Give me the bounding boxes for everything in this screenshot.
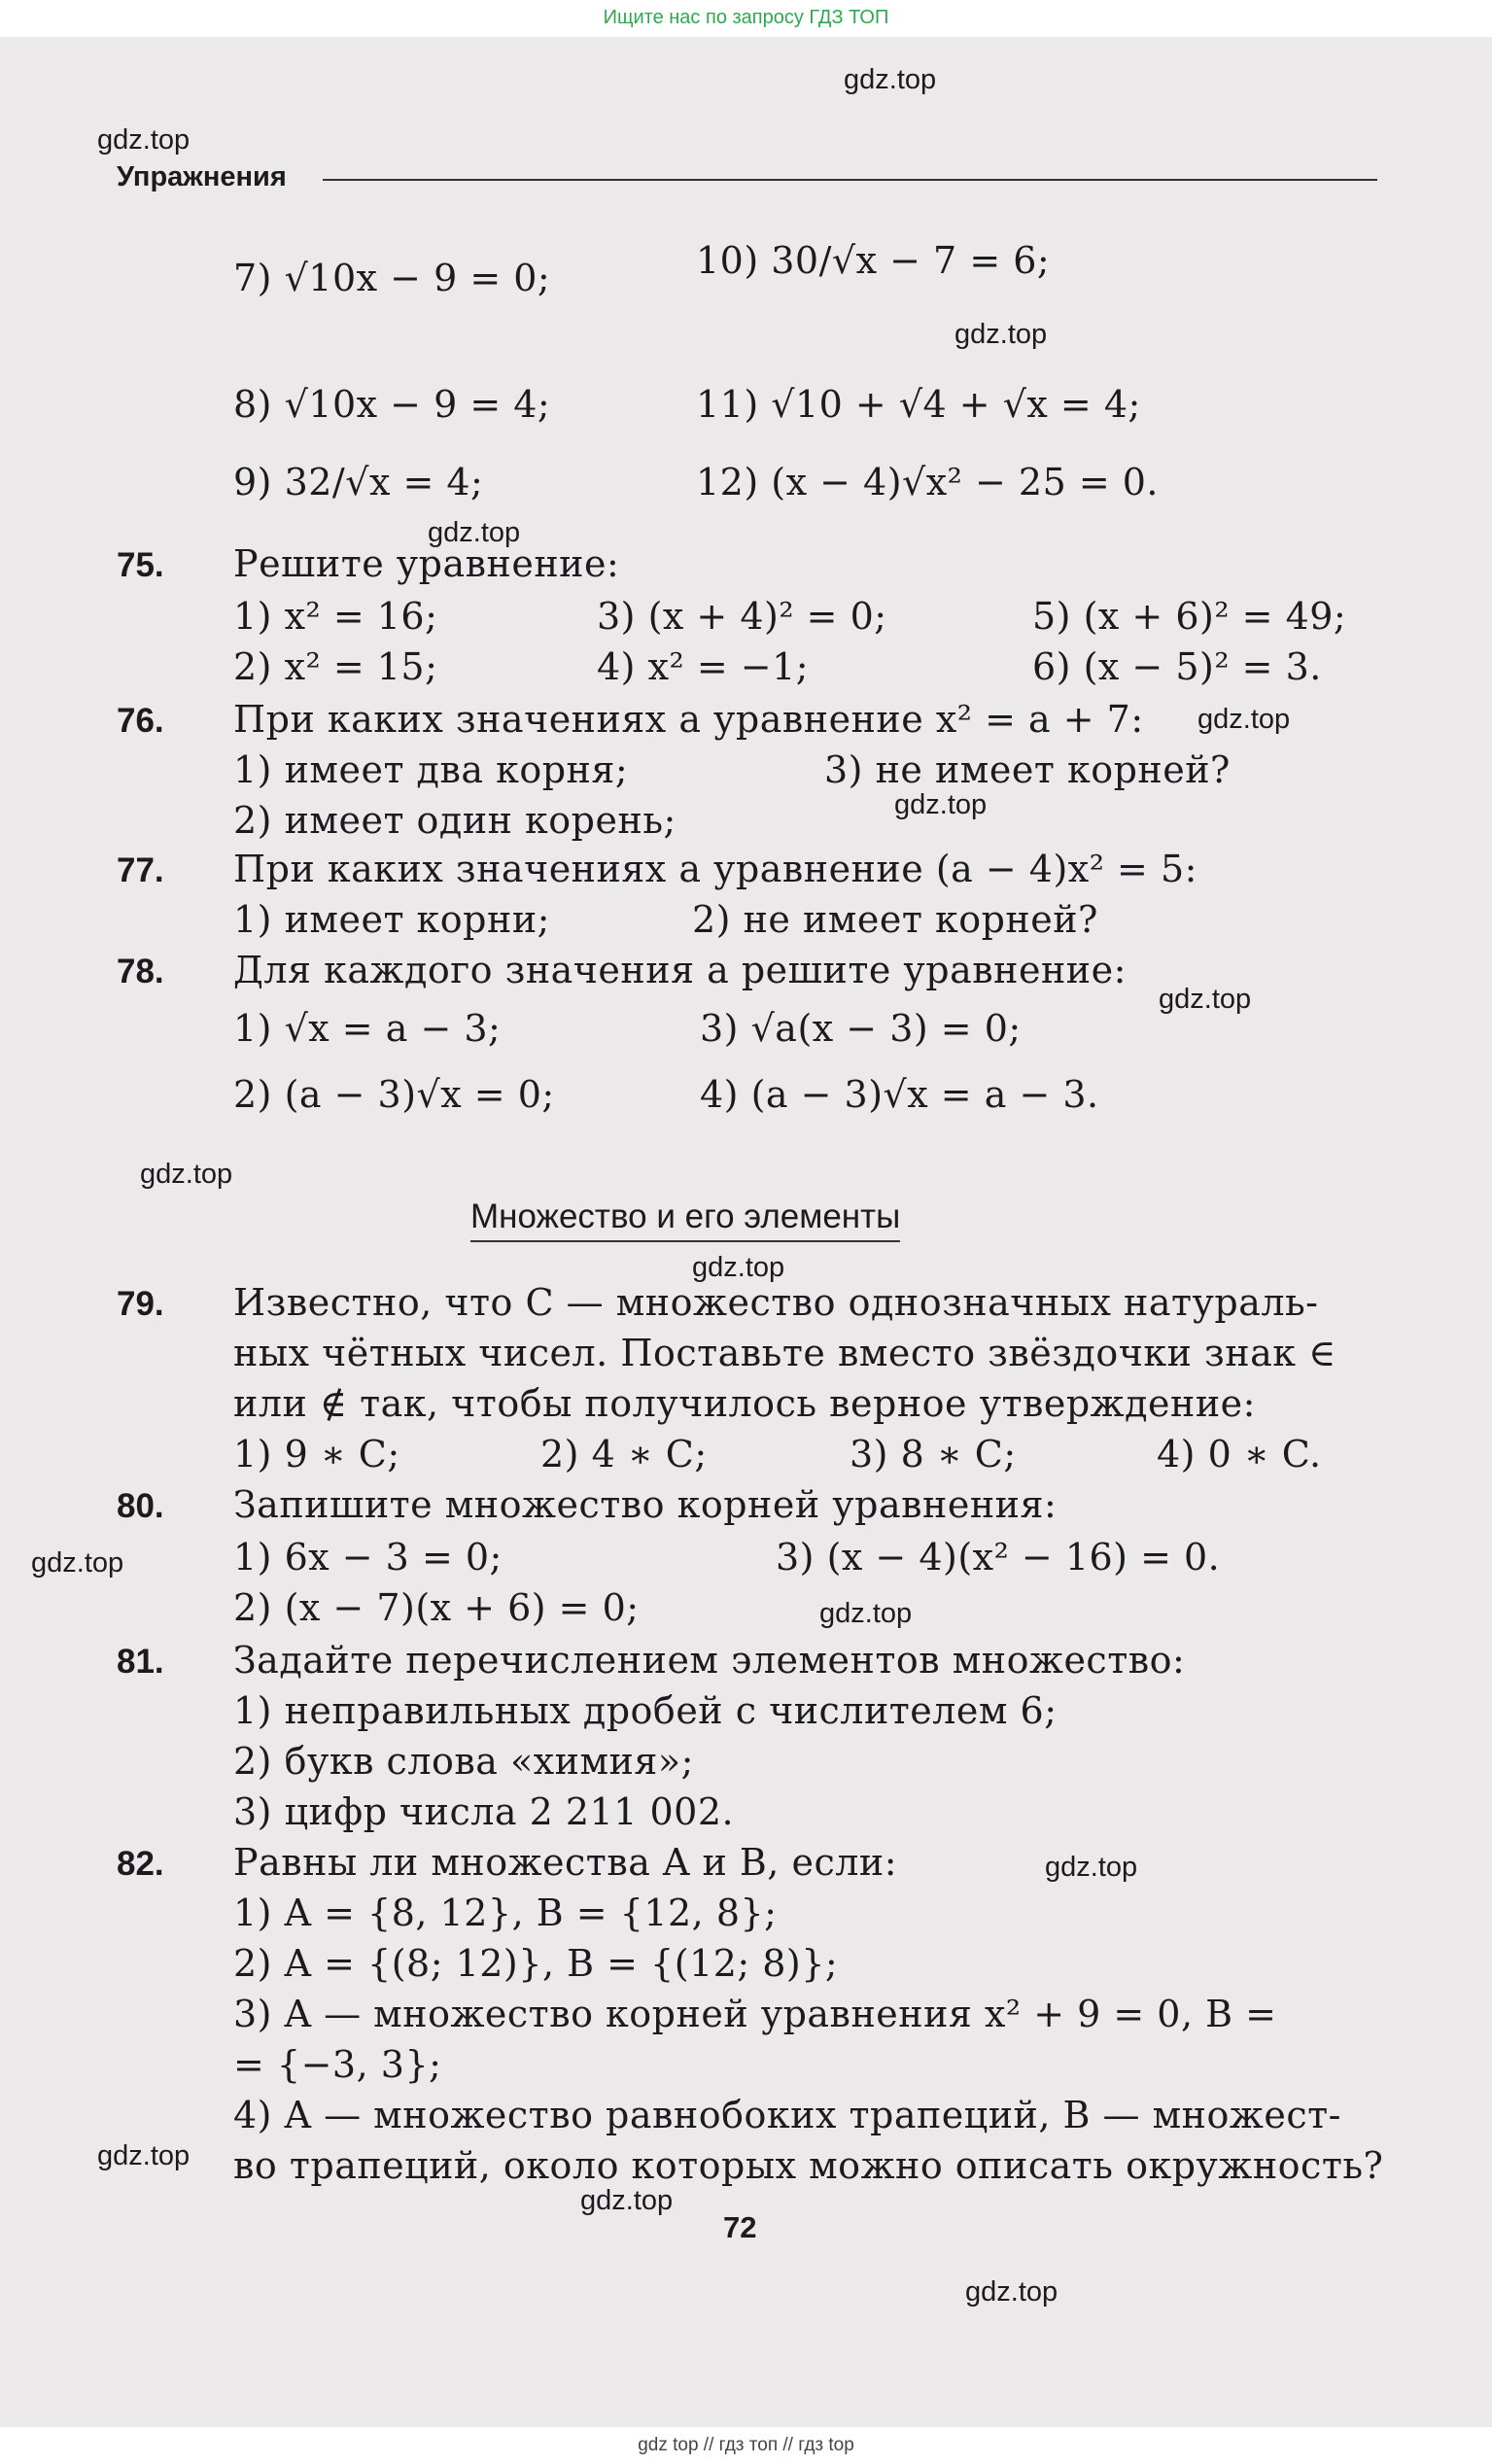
exercise-76-item: 3) не имеет корней? — [824, 748, 1231, 791]
exercise-82-item: 1) A = {8, 12}, B = {12, 8}; — [233, 1891, 778, 1934]
header-rule — [323, 179, 1377, 181]
exercise-81-item: 3) цифр числа 2 211 002. — [233, 1790, 735, 1833]
exercise-number: 79. — [117, 1285, 164, 1323]
exercise-82-item: во трапеций, около которых можно описать окружность? — [233, 2144, 1384, 2187]
exercise-79-line: ных чётных чисел. Поставьте вместо звёздочки знак ∈ — [233, 1332, 1336, 1374]
exercise-82-item: 2) A = {(8; 12)}, B = {(12; 8)}; — [233, 1942, 839, 1985]
watermark: gdz.top — [1197, 704, 1291, 735]
exercise-78-item: 4) (a − 3)√x = a − 3. — [700, 1073, 1099, 1116]
exercise-74-item-7: 7) √10x − 9 = 0; — [233, 257, 551, 299]
exercise-76-item: 2) имеет один корень; — [233, 799, 677, 842]
exercise-82-item: = {−3, 3}; — [233, 2043, 442, 2086]
exercise-79-item: 3) 8 ∗ C; — [850, 1433, 1017, 1475]
exercise-78-item: 3) √a(x − 3) = 0; — [700, 1007, 1022, 1050]
exercise-79-item: 1) 9 ∗ C; — [233, 1433, 400, 1475]
exercise-75-title: Решите уравнение: — [233, 542, 620, 585]
exercise-82-item: 4) A — множество равнобоких трапеций, B — множест- — [233, 2094, 1341, 2136]
watermark: gdz.top — [954, 319, 1048, 350]
exercise-number: 75. — [117, 546, 164, 584]
exercise-77-title: При каких значениях a уравнение (a − 4)x² = 5: — [233, 848, 1197, 890]
section-title: Множество и его элементы — [470, 1197, 900, 1242]
exercise-number: 82. — [117, 1845, 164, 1883]
exercise-75-item: 4) x² = −1; — [597, 645, 810, 688]
exercise-75-item: 3) (x + 4)² = 0; — [597, 595, 887, 638]
exercise-80-item: 3) (x − 4)(x² − 16) = 0. — [776, 1536, 1221, 1579]
top-banner: Ищите нас по запросу ГДЗ ТОП — [0, 0, 1492, 37]
exercise-number: 81. — [117, 1643, 164, 1681]
exercise-number: 80. — [117, 1487, 164, 1525]
watermark: gdz.top — [692, 1252, 785, 1283]
exercise-82-item: 3) A — множество корней уравнения x² + 9 = 0, B = — [233, 1993, 1277, 2035]
watermark: gdz.top — [1159, 984, 1252, 1015]
watermark: gdz.top — [894, 789, 988, 820]
exercise-74-item-9: 9) 32/√x = 4; — [233, 461, 484, 503]
exercise-80-item: 1) 6x − 3 = 0; — [233, 1536, 503, 1579]
watermark: gdz.top — [1045, 1852, 1138, 1883]
exercise-number: 76. — [117, 702, 164, 740]
exercise-80-title: Запишите множество корней уравнения: — [233, 1483, 1058, 1526]
exercise-77-item: 1) имеет корни; — [233, 898, 550, 941]
exercise-78-item: 1) √x = a − 3; — [233, 1007, 502, 1050]
exercise-74-item-10: 10) 30/√x − 7 = 6; — [696, 239, 1051, 282]
watermark: gdz.top — [428, 517, 521, 548]
exercise-81-item: 1) неправильных дробей с числителем 6; — [233, 1689, 1058, 1732]
exercise-74-item-11: 11) √10 + √4 + √x = 4; — [696, 383, 1141, 426]
exercise-79-item: 2) 4 ∗ C; — [540, 1433, 708, 1475]
exercise-75-item: 1) x² = 16; — [233, 595, 438, 638]
exercise-82-title: Равны ли множества A и B, если: — [233, 1841, 898, 1884]
exercise-79-item: 4) 0 ∗ C. — [1157, 1433, 1322, 1475]
exercise-76-title: При каких значениях a уравнение x² = a + 7: — [233, 698, 1144, 741]
watermark: gdz.top — [97, 2140, 191, 2171]
exercise-74-item-8: 8) √10x − 9 = 4; — [233, 383, 551, 426]
exercise-81-title: Задайте перечислением элементов множество: — [233, 1639, 1186, 1682]
exercise-78-title: Для каждого значения a решите уравнение: — [233, 949, 1127, 991]
watermark: gdz.top — [140, 1159, 233, 1190]
exercise-77-item: 2) не имеет корней? — [692, 898, 1098, 941]
watermark: gdz.top — [965, 2276, 1058, 2308]
exercise-78-item: 2) (a − 3)√x = 0; — [233, 1073, 555, 1116]
watermark: gdz.top — [31, 1547, 124, 1579]
page-number: 72 — [723, 2210, 757, 2244]
exercise-76-item: 1) имеет два корня; — [233, 748, 629, 791]
exercise-80-item: 2) (x − 7)(x + 6) = 0; — [233, 1586, 640, 1629]
watermark: gdz.top — [844, 64, 937, 95]
exercise-75-item: 5) (x + 6)² = 49; — [1032, 595, 1347, 638]
exercise-number: 77. — [117, 851, 164, 889]
watermark: gdz.top — [97, 124, 191, 156]
watermark: gdz.top — [819, 1598, 913, 1629]
exercise-81-item: 2) букв слова «химия»; — [233, 1740, 694, 1783]
exercise-number: 78. — [117, 953, 164, 990]
exercise-74-item-12: 12) (x − 4)√x² − 25 = 0. — [696, 461, 1159, 503]
exercise-79-line: Известно, что C — множество однозначных натураль- — [233, 1281, 1319, 1324]
bottom-banner: gdz top // гдз топ // гдз top — [0, 2427, 1492, 2464]
section-header: Упражнения — [117, 161, 287, 192]
exercise-75-item: 2) x² = 15; — [233, 645, 438, 688]
watermark: gdz.top — [580, 2185, 674, 2216]
exercise-75-item: 6) (x − 5)² = 3. — [1032, 645, 1322, 688]
exercise-79-line: или ∉ так, чтобы получилось верное утверждение: — [233, 1382, 1256, 1425]
